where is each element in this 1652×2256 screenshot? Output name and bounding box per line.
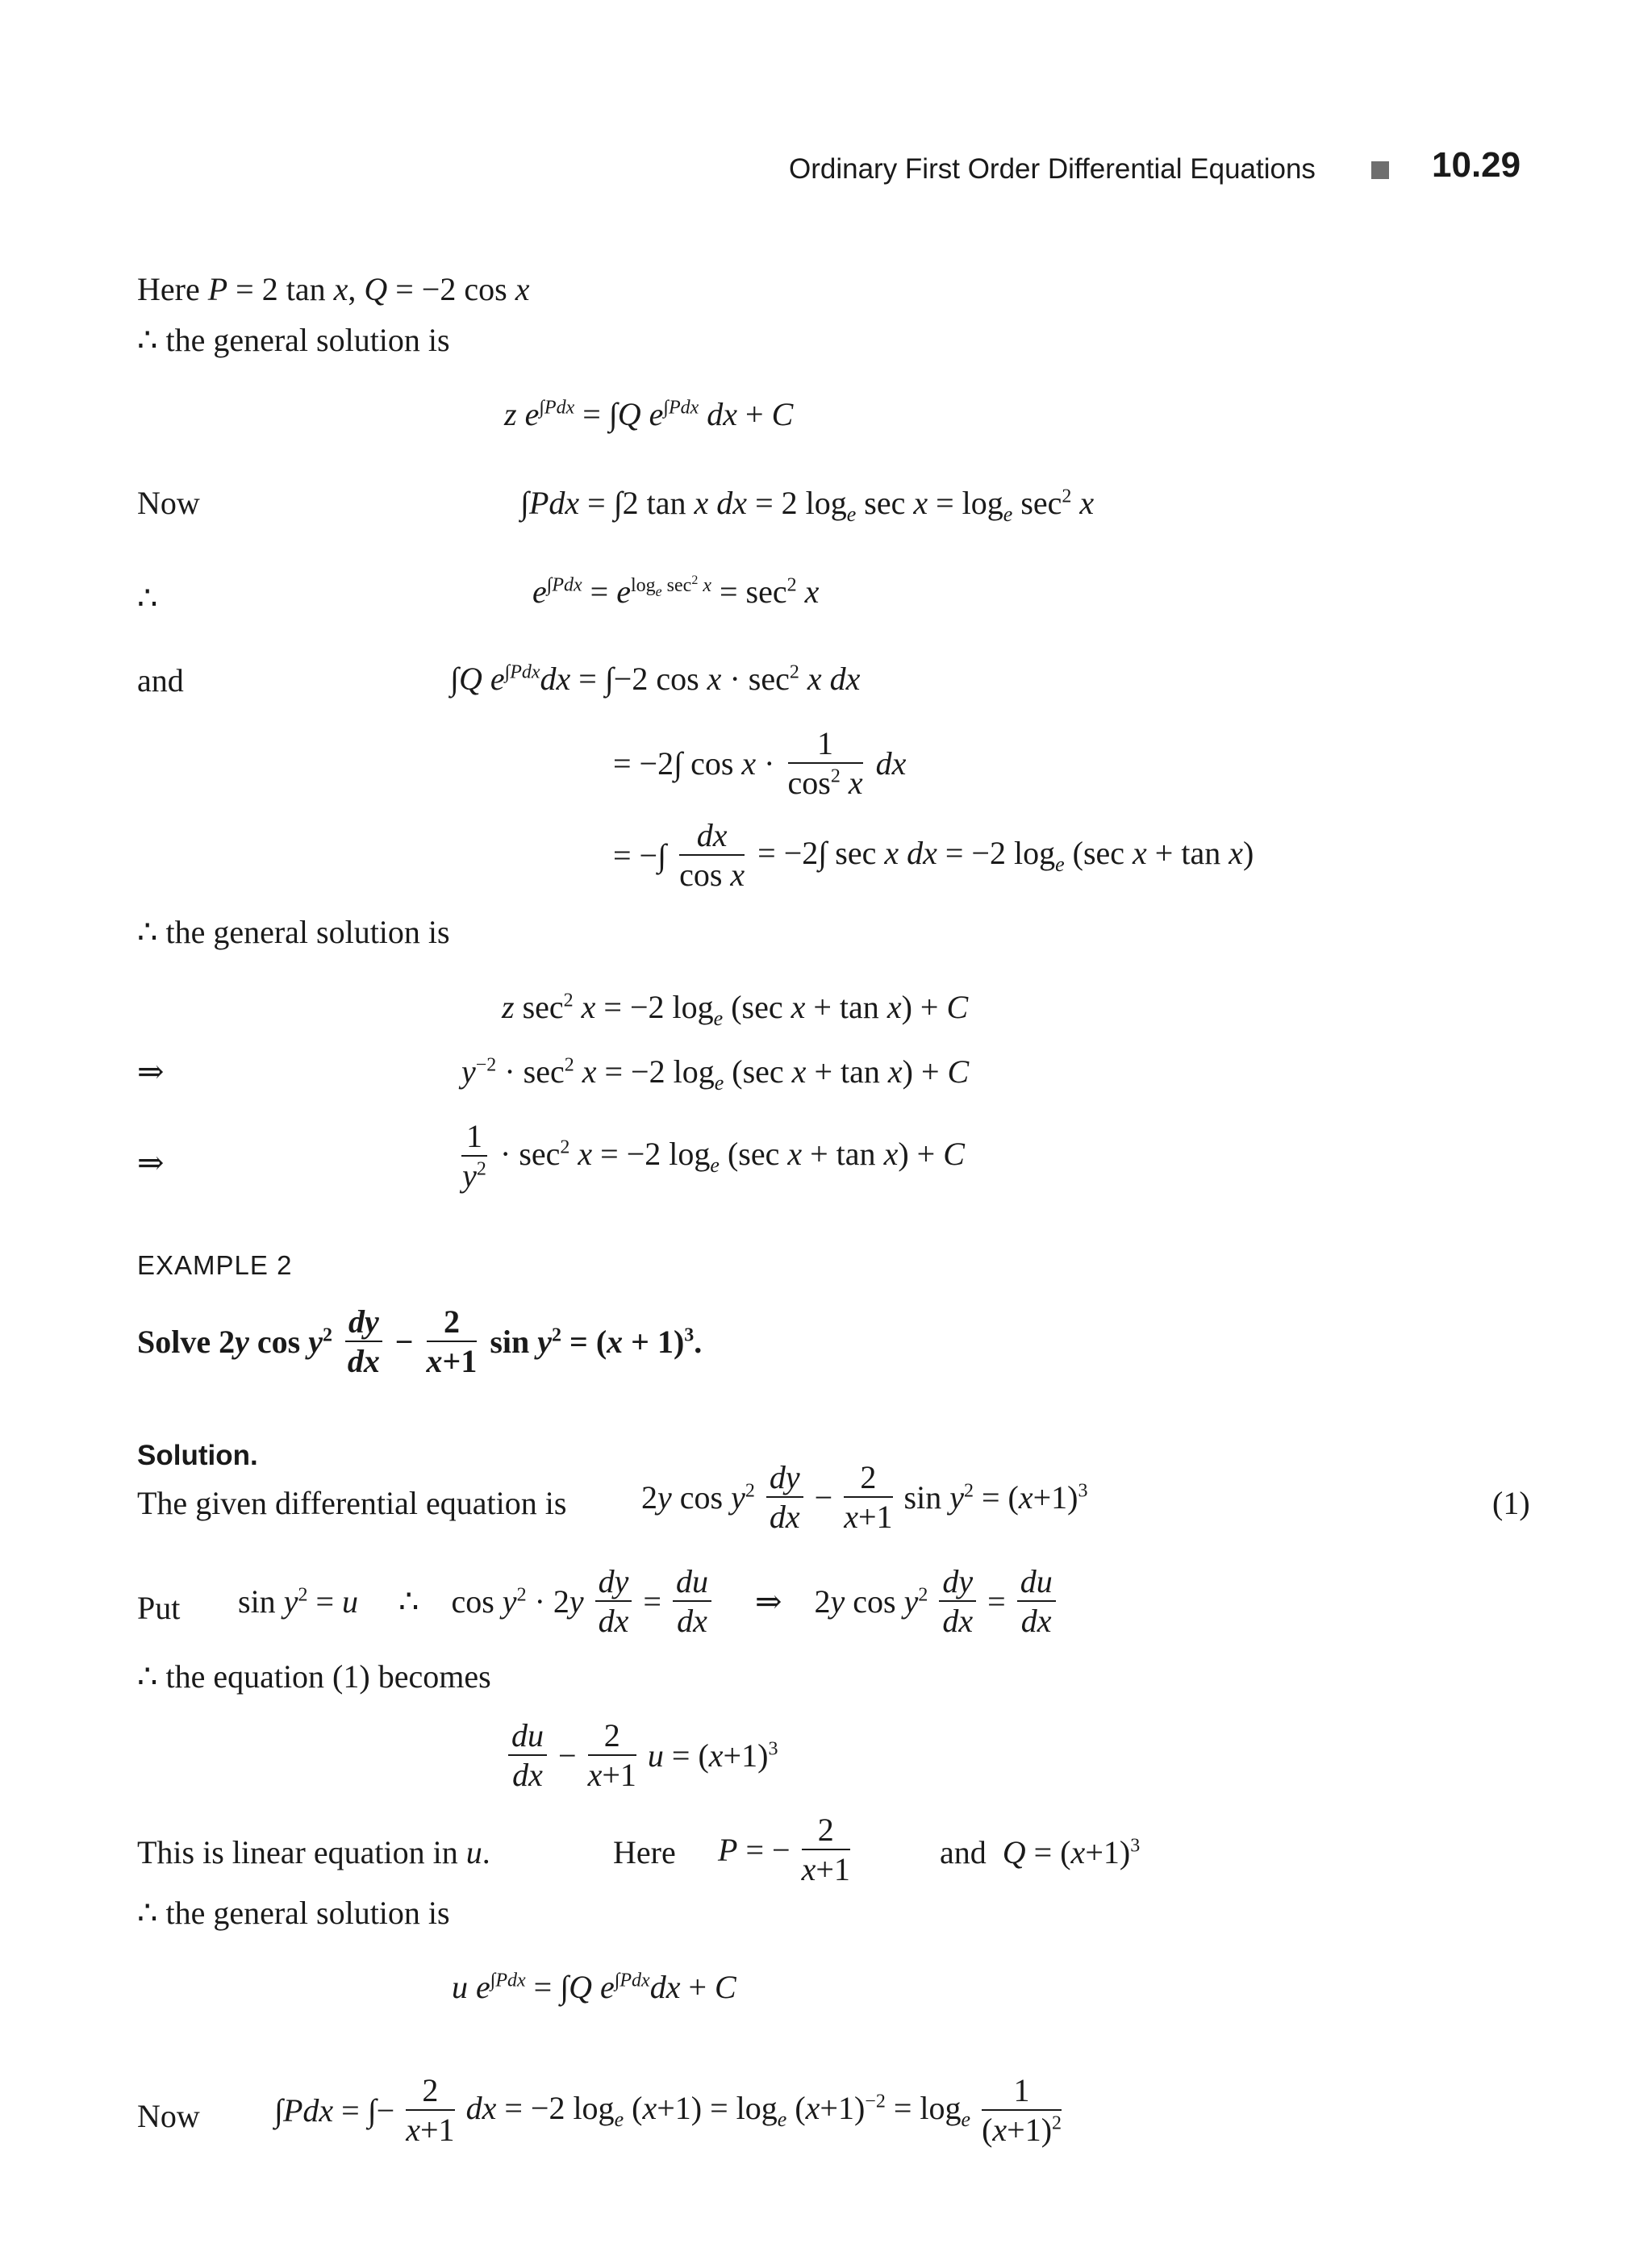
equation-integral-q-1: ∫Q $e^{\int Pdx}dx = \int-2$ $\cos x \cdot \sec^2 x$ dx xyxy=(450,661,861,697)
equation-solution-3: $\frac{1}{y^2}$ · $\sec^2 x = -2$ $\log_e (\sec$ x + tan x) + C xyxy=(462,1118,965,1194)
equation-exponential: $e^{\int Pdx} = e^{log_e sec^2 x} = \sec^2 x$ xyxy=(532,573,820,610)
put-label: Put xyxy=(137,1590,181,1626)
put-equation: $\sin y^2 = u$ ∴ $\cos y^2 \cdot 2y$ $\frac{dy}{dx}$ = $\frac{du}{dx}$ ⇒ 2y $\cos y^2$ $\frac{dy}{dx}$ = $\frac{du}{dx}$ xyxy=(238,1562,1059,1640)
linear-equation-text: This is linear equation in u. xyxy=(137,1834,490,1870)
here-pq-line: Here P = 2 tan x, Q = −2 cos x xyxy=(137,271,530,307)
equation-integral-q-3: = −∫ $\frac{dx}{\text{cos x}}$ = −2∫ sec x dx = −2 $\log_e (\sec$ x + tan x) xyxy=(613,817,1254,893)
here-label: Here xyxy=(613,1834,676,1870)
implies-symbol-1: ⇒ xyxy=(137,1053,165,1090)
page-number: 10.29 xyxy=(1432,145,1521,185)
now-label-1: Now xyxy=(137,485,200,521)
equation-number: (1) xyxy=(1492,1485,1530,1521)
general-solution-line-2: ∴ the general solution is xyxy=(137,914,450,950)
equation-linear-form: $\frac{du}{dx}$ − $\frac{2}{x+1}$ $u = (x+1)^3$ xyxy=(508,1716,778,1794)
general-solution-line-3: ∴ the general solution is xyxy=(137,1895,450,1931)
equation-integral-p-2: ∫Pdx = ∫− $\frac{2}{x+1}$ dx = −2 $\log_e (x+1) = \log_e (x+1)^{-2} = \log_e$ $\frac{1}{(x+1)^2}$ xyxy=(274,2072,1062,2148)
example-problem: Solve 2y $\cos y^2$ $\frac{dy}{dx}$ − $\frac{2}{x+1}$ $\sin y^2 = (x + 1)^3$. xyxy=(137,1303,703,1379)
equation-solution-2: $y^{-2} \cdot \sec^2 x = -2$ $\log_e (\sec$ x + tan x) + C xyxy=(461,1053,970,1095)
example-heading: EXAMPLE 2 xyxy=(137,1250,293,1280)
given-text: The given differential equation is xyxy=(137,1485,567,1521)
and-label: and xyxy=(137,662,184,698)
solution-heading: Solution. xyxy=(137,1440,258,1471)
given-equation: 2y $\cos y^2$ $\frac{dy}{dx}$ − $\frac{2}{x+1}$ $\sin y^2 = (x+1)^3$ xyxy=(641,1459,1088,1535)
equation-integral-q-2: = −2∫ cos x · $\frac{1}{\cos^2 x}$ dx xyxy=(613,725,907,801)
header-square-icon xyxy=(1371,161,1389,179)
therefore-label: ∴ xyxy=(137,580,158,616)
now-label-2: Now xyxy=(137,2098,200,2134)
p-definition: P = − $\frac{2}{x+1}$ xyxy=(718,1812,850,1887)
q-definition: and $Q = (x+1)^3$ xyxy=(940,1834,1141,1870)
implies-symbol-2: ⇒ xyxy=(137,1145,165,1181)
equation-z-integrating: z $e^{\int Pdx} = \int Q$ $e^{\int Pdx}$ dx + C xyxy=(504,396,794,432)
equation-integral-p: ∫Pdx = ∫2 tan x dx = 2 $\log_e \sec x = \log_e \sec^2 x$ xyxy=(520,485,1095,526)
general-solution-line-1: ∴ the general solution is xyxy=(137,322,450,358)
equation-becomes-line: ∴ the equation (1) becomes xyxy=(137,1658,491,1695)
running-title: Ordinary First Order Differential Equations xyxy=(789,153,1316,185)
equation-solution-1: z $\sec^2 x = -2$ $\log_e (\sec$ x + tan x) + C xyxy=(502,989,969,1030)
equation-u-integrating: u $e^{\int Pdx} = \int Q$ $e^{\int Pdx}dx + C$ xyxy=(452,1969,736,2005)
